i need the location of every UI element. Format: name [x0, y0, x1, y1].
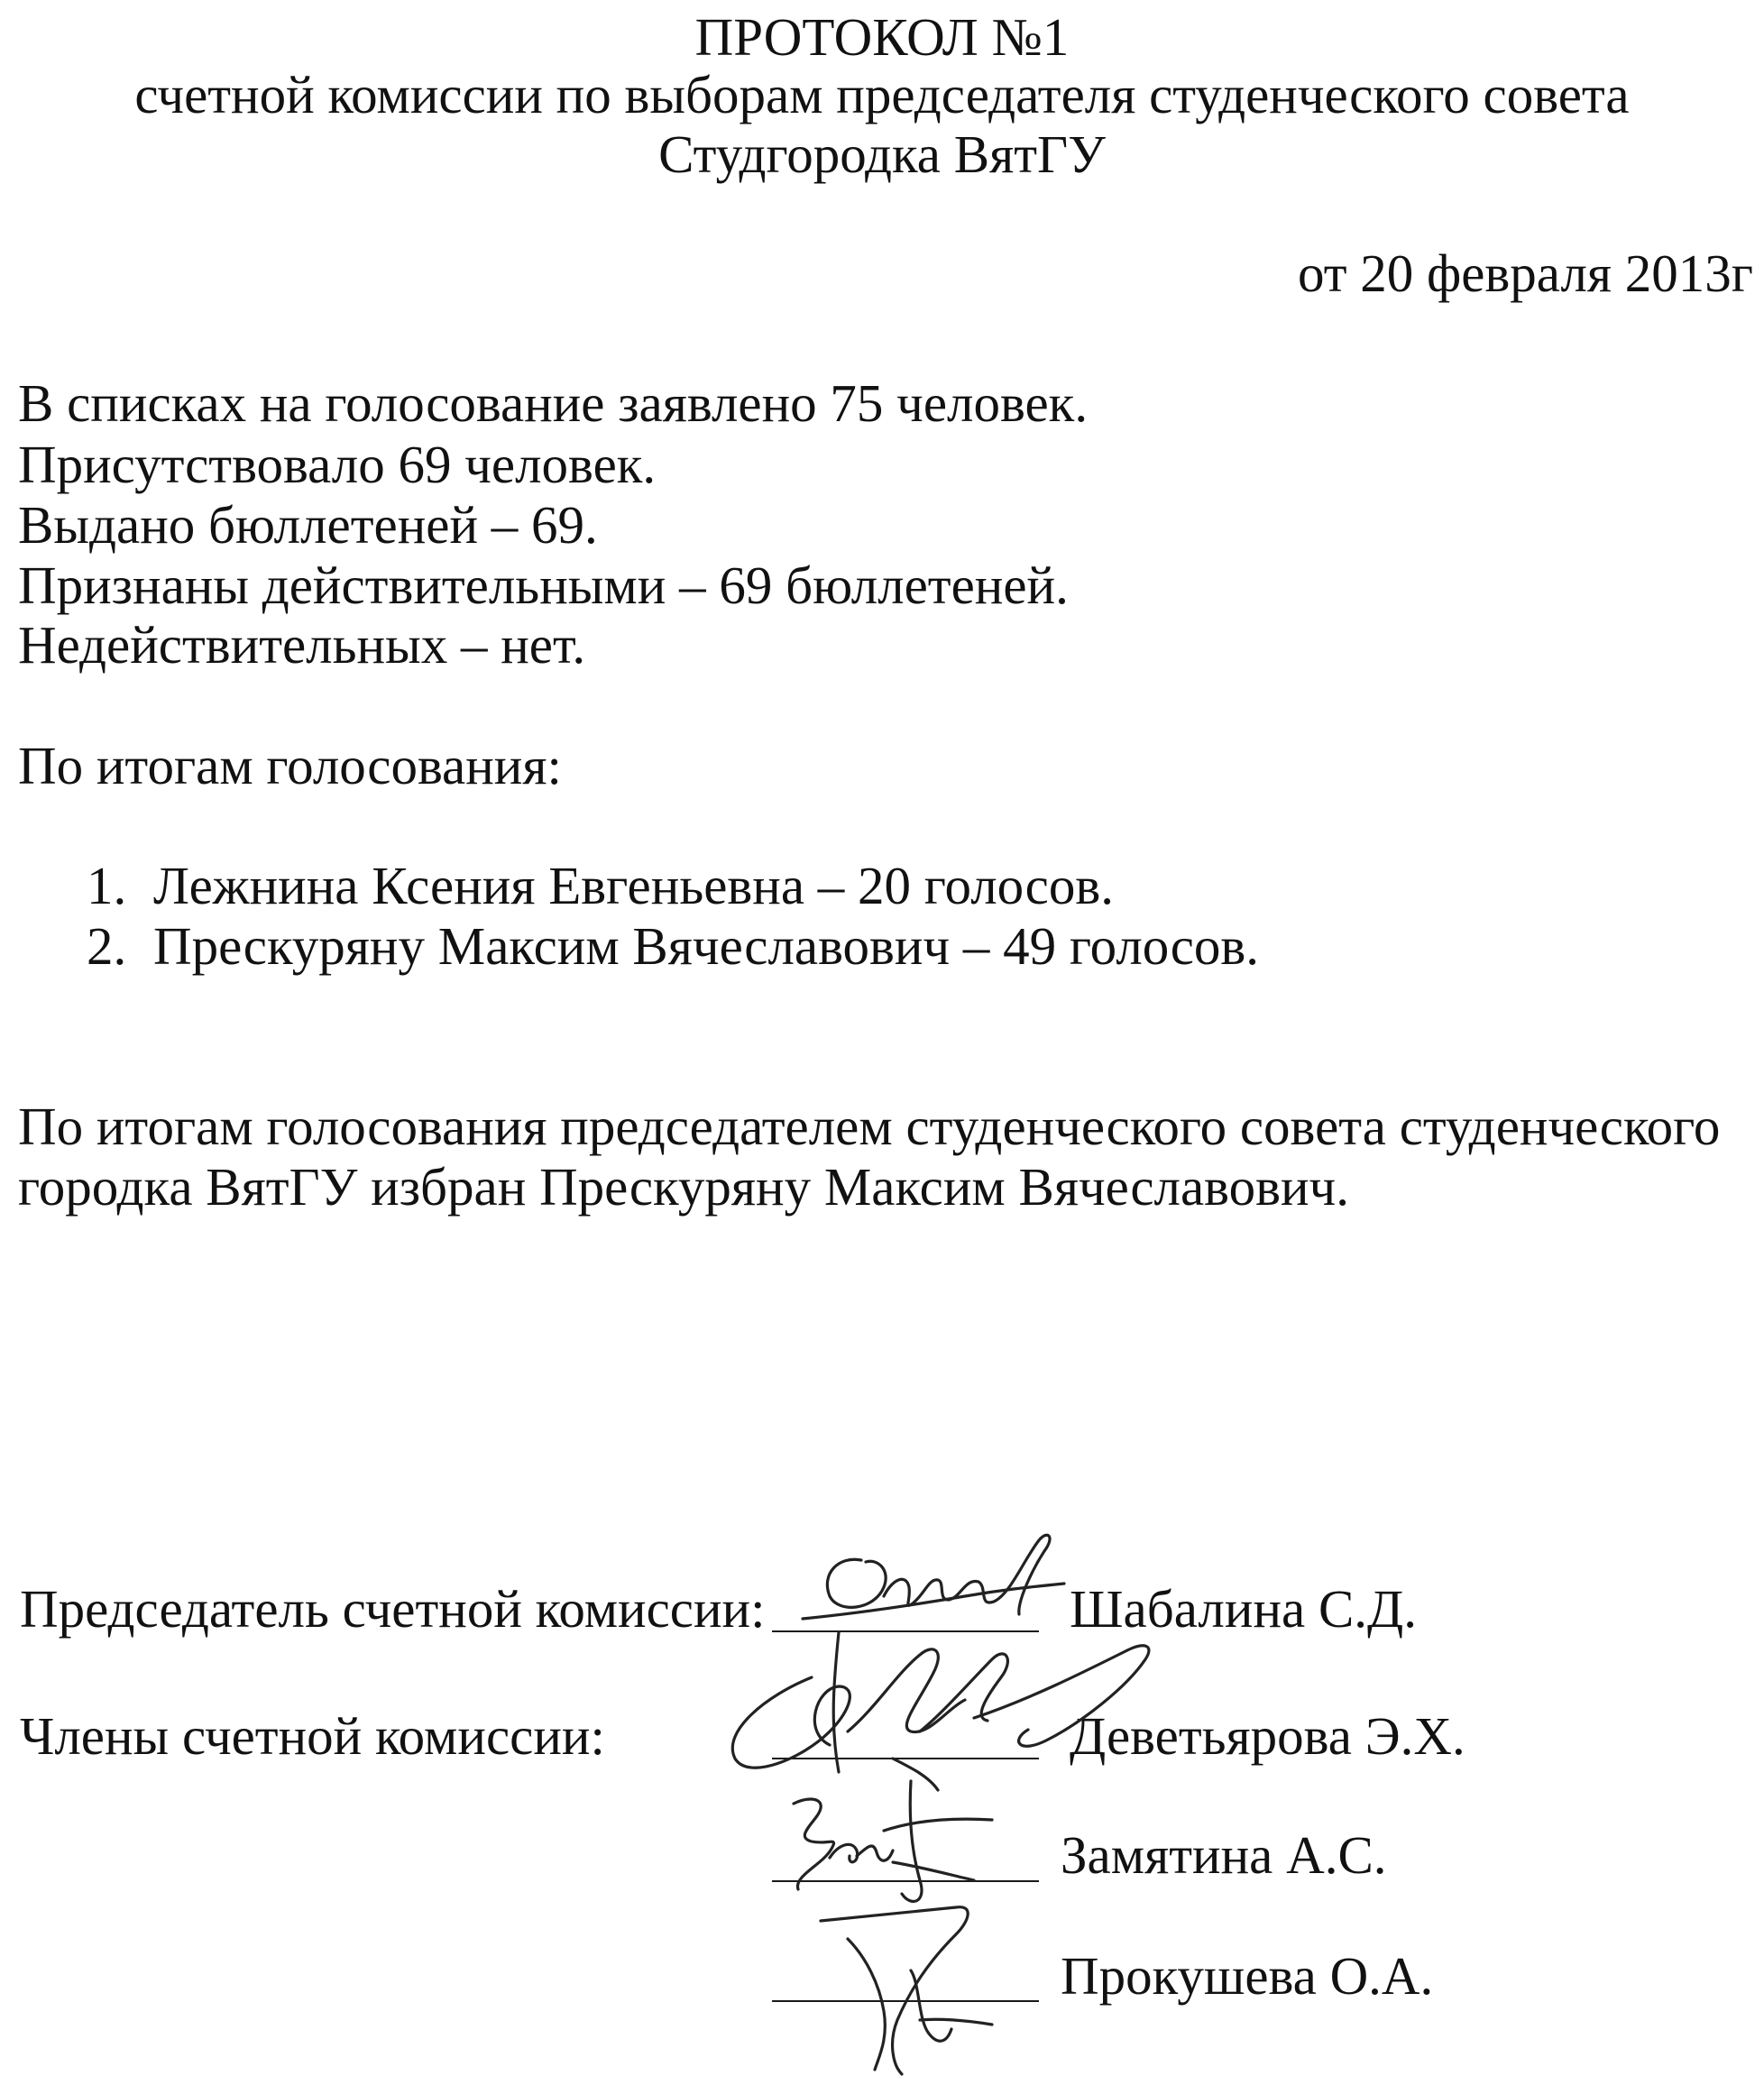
- document-subtitle-line2: Студгородка ВятГУ: [658, 124, 1106, 184]
- document-title: ПРОТОКОЛ №1: [694, 7, 1070, 67]
- result-item-number: 1.: [87, 856, 127, 915]
- conclusion-line2: городка ВятГУ избран Прескуряну Максим Вячеславович.: [18, 1157, 1349, 1217]
- stat-line: Недействительных – нет.: [18, 615, 586, 675]
- chair-name: Шабалина С.Д.: [1070, 1579, 1418, 1639]
- document-subtitle-line1: счетной комиссии по выборам председателя студенческого совета: [134, 65, 1630, 124]
- member-name: Замятина А.С.: [1061, 1825, 1387, 1885]
- stat-line: Присутствовало 69 человек.: [18, 435, 657, 494]
- result-item-text: Лежнина Ксения Евгеньевна – 20 голосов.: [153, 856, 1114, 915]
- stat-line: Выдано бюллетеней – 69.: [18, 495, 598, 555]
- chair-label: Председатель счетной комиссии:: [20, 1579, 766, 1639]
- member-signature-image: [703, 1623, 1172, 1795]
- stat-line: В списках на голосование заявлено 75 человек.: [18, 373, 1089, 433]
- result-item-text: Прескуряну Максим Вячеславович – 49 голосов.: [153, 916, 1260, 976]
- member-name: Деветьярова Э.Х.: [1070, 1706, 1465, 1766]
- member-signature-image: [812, 1885, 1019, 2083]
- members-label: Члены счетной комиссии:: [20, 1706, 605, 1766]
- results-heading: По итогам голосования:: [18, 736, 562, 795]
- member-name: Прокушева О.А.: [1061, 1946, 1434, 2006]
- conclusion-line1: По итогам голосования председателем студенческого совета студенческого: [18, 1097, 1721, 1156]
- document-date: от 20 февраля 2013г: [1297, 243, 1753, 303]
- stat-line: Признаны действительными – 69 бюллетеней.: [18, 556, 1069, 615]
- result-item-number: 2.: [87, 916, 127, 976]
